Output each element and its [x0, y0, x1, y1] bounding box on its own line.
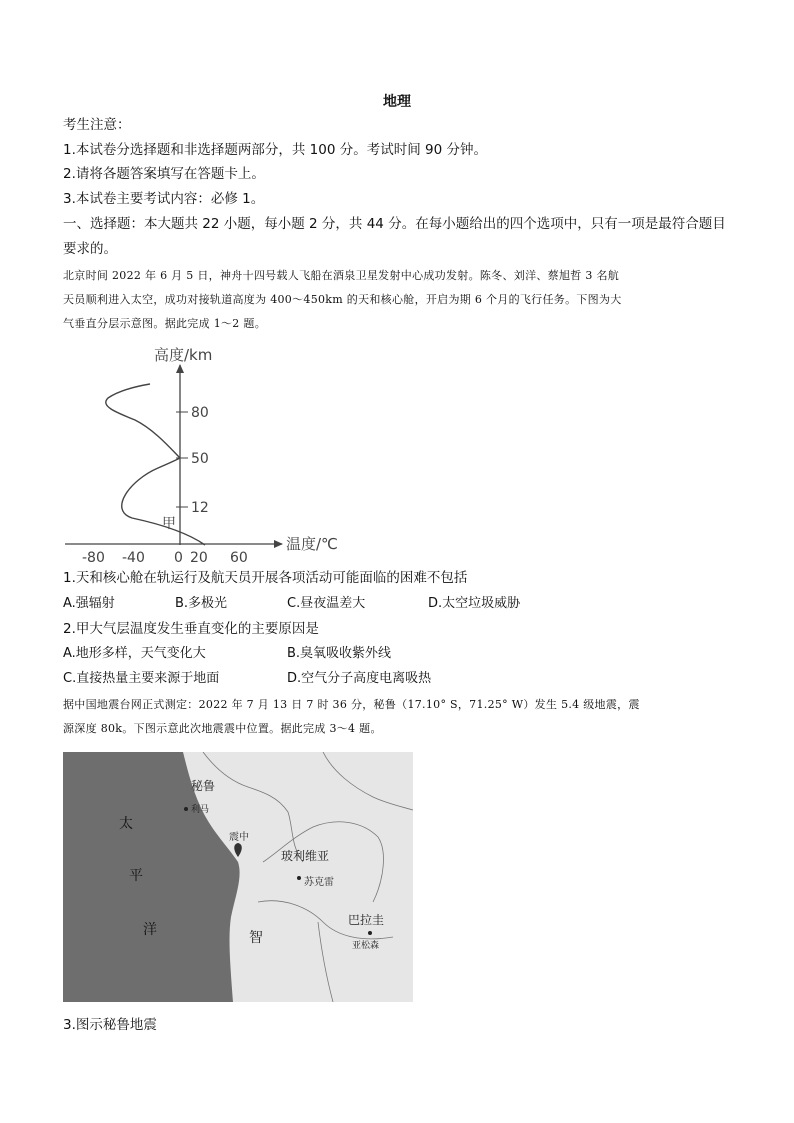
option-c[interactable]: C.昼夜温差大: [287, 596, 366, 611]
passage-line: 天员顺利进入太空，成功对接轨道高度为 400～450km 的天和核心舱，开启为期 6 个月的飞行任务。下图为大: [63, 293, 622, 306]
option-a[interactable]: A.地形多样，天气变化大: [63, 646, 206, 661]
option-d[interactable]: D.空气分子高度电离吸热: [287, 671, 432, 686]
option-b[interactable]: B.臭氧吸收紫外线: [287, 646, 392, 661]
passage-line: 北京时间 2022 年 6 月 5 日，神舟十四号载人飞船在酒泉卫星发射中心成功发射。陈冬、刘洋、蔡旭哲 3 名航: [63, 269, 620, 282]
label-ocean: 洋: [143, 922, 157, 938]
layer-label: 甲: [162, 516, 176, 532]
x-tick-label: 20: [190, 550, 208, 565]
question-stem: 1.天和核心舱在轨运行及航天员开展各项活动可能面临的困难不包括: [63, 570, 468, 586]
label-sucre: 苏克雷: [304, 877, 334, 888]
passage-line: 气垂直分层示意图。据此完成 1～2 题。: [63, 317, 266, 330]
x-tick-label: 0: [174, 550, 183, 565]
x-axis-arrow: [274, 540, 283, 548]
notice-item: 2.请将各题答案填写在答题卡上。: [63, 166, 265, 182]
asuncion-dot: [368, 931, 372, 935]
atmosphere-figure: [60, 340, 360, 565]
question-stem: 2.甲大气层温度发生垂直变化的主要原因是: [63, 621, 319, 637]
notice-heading: 考生注意：: [63, 117, 131, 133]
y-axis-label: 高度/km: [154, 346, 213, 364]
page-title: 地理: [383, 94, 411, 110]
passage-line: 源深度 80k。下图示意此次地震震中位置。据此完成 3～4 题。: [63, 722, 382, 735]
label-epicenter: 震中: [229, 832, 249, 843]
lima-dot: [184, 807, 188, 811]
y-tick-label: 12: [191, 500, 209, 516]
option-d[interactable]: D.太空垃圾威胁: [428, 596, 521, 611]
y-tick-label: 50: [191, 451, 209, 467]
option-a[interactable]: A.强辐射: [63, 596, 115, 611]
notice-item: 3.本试卷主要考试内容：必修 1。: [63, 191, 265, 207]
label-chile: 智: [249, 930, 263, 946]
label-ocean: 太: [119, 816, 133, 832]
label-ocean: 平: [129, 868, 143, 884]
x-tick-label: -40: [122, 550, 145, 565]
section-heading-cont: 要求的。: [63, 241, 117, 257]
label-paraguay: 巴拉圭: [348, 913, 385, 927]
option-c[interactable]: C.直接热量主要来源于地面: [63, 671, 220, 686]
y-axis-arrow: [176, 364, 184, 373]
passage-line: 据中国地震台网正式测定：2022 年 7 月 13 日 7 时 36 分，秘鲁（17.10° S，71.25° W）发生 5.4 级地震，震: [63, 698, 640, 711]
label-bolivia: 玻利维亚: [281, 849, 330, 863]
label-asuncion: 亚松森: [352, 941, 380, 951]
question-stem: 3.图示秘鲁地震: [63, 1017, 157, 1033]
notice-item: 1.本试卷分选择题和非选择题两部分，共 100 分。考试时间 90 分钟。: [63, 142, 487, 158]
section-heading: 一、选择题：本大题共 22 小题，每小题 2 分，共 44 分。在每小题给出的四个选项中，只有一项是最符合题目: [63, 216, 726, 232]
option-b[interactable]: B.多极光: [175, 596, 228, 611]
x-tick-label: 60: [230, 550, 248, 565]
earthquake-map: [63, 752, 413, 1002]
label-peru: 秘鲁: [191, 779, 216, 793]
label-lima: 利马: [191, 805, 210, 815]
sucre-dot: [297, 876, 301, 880]
x-tick-label: -80: [82, 550, 105, 565]
y-tick-label: 80: [191, 405, 209, 421]
x-axis-label: 温度/℃: [286, 535, 338, 553]
